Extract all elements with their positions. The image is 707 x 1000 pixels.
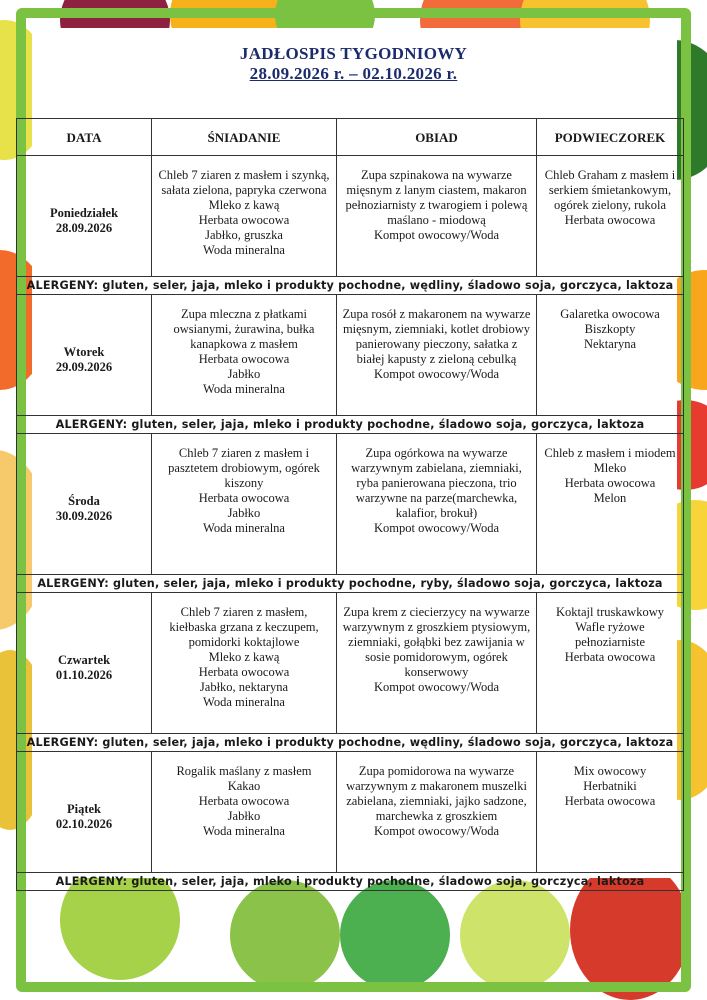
menu-line: Galaretka owocowa	[560, 307, 660, 321]
allergens-text: ALERGENY: gluten, seler, jaja, mleko i produkty pochodne, wędliny, śladowo soja, gorczyca, laktoza	[17, 734, 684, 752]
menu-line: konserwowy	[404, 665, 469, 679]
page-title: JADŁOSPIS TYGODNIOWY	[239, 44, 468, 63]
menu-line: Jabłko	[227, 367, 261, 381]
menu-line: kiełbaska grzana z keczupem,	[169, 620, 319, 634]
menu-line: Jabłko, gruszka	[205, 228, 283, 242]
snack-cell	[537, 593, 684, 734]
day-date: 30.09.2026	[55, 508, 113, 523]
menu-line: Kompot owocowy/Woda	[373, 680, 500, 694]
menu-line: Mleko z kawą	[208, 198, 280, 212]
menu-line: Chleb 7 ziaren z masłem i szynką,	[158, 168, 330, 182]
allergens-row	[17, 873, 684, 891]
table-row	[17, 752, 684, 873]
menu-line: Herbata owocowa	[564, 213, 656, 227]
column-header-snack: PODWIECZOREK	[537, 119, 684, 156]
allergens-text: ALERGENY: gluten, seler, jaja, mleko i produkty pochodne, śladowo soja, gorczyca, laktoza	[17, 873, 684, 891]
menu-line: Biszkopty	[584, 322, 636, 336]
menu-line: Wafle ryżowe	[575, 620, 645, 634]
menu-line: Rogalik maślany z masłem	[176, 764, 312, 778]
allergens-row	[17, 416, 684, 434]
lunch-cell	[337, 752, 537, 873]
allergens-row	[17, 734, 684, 752]
day-cell	[17, 434, 152, 575]
menu-line: pełnoziarnisty z twarogiem i polewą	[345, 198, 528, 212]
menu-line: pasztetem drobiowym, ogórek	[168, 461, 320, 475]
breakfast-cell	[152, 156, 337, 277]
menu-line: ryba panierowana pieczona, trio	[356, 476, 517, 490]
date-range: 28.09.2026 r. – 02.10.2026 r.	[249, 64, 458, 83]
menu-line: Jabłko, nektaryna	[199, 680, 289, 694]
day-name: Środa	[68, 493, 100, 508]
lunch-cell	[337, 593, 537, 734]
menu-line: Jabłko	[227, 506, 261, 520]
table-row	[17, 156, 684, 277]
menu-line: Kompot owocowy/Woda	[373, 824, 500, 838]
menu-line: Zupa mleczna z płatkami	[181, 307, 307, 321]
menu-line: sosie pomidorowym, ogórek	[365, 650, 508, 664]
allergens-text: ALERGENY: gluten, seler, jaja, mleko i produkty pochodne, śladowo soja, gorczyca, laktoza	[17, 416, 684, 434]
menu-line: Mleko z kawą	[208, 650, 280, 664]
menu-line: Mix owocowy	[573, 764, 647, 778]
menu-line: Kompot owocowy/Woda	[373, 521, 500, 535]
table-row	[17, 295, 684, 416]
lunch-cell	[337, 295, 537, 416]
column-header-breakfast: ŚNIADANIE	[152, 119, 337, 156]
allergens-text: ALERGENY: gluten, seler, jaja, mleko i produkty pochodne, wędliny, śladowo soja, gorczyca, laktoza	[17, 277, 684, 295]
day-date: 01.10.2026	[55, 667, 113, 682]
column-header-date: DATA	[17, 119, 152, 156]
menu-line: warzywnym z makaronem muszelki	[346, 779, 527, 793]
menu-line: sałata zielona, papryka czerwona	[161, 183, 327, 197]
menu-body	[17, 156, 684, 891]
menu-line: Herbata owocowa	[564, 794, 656, 808]
menu-line: pomidorki koktajlowe	[188, 635, 300, 649]
menu-table	[16, 118, 684, 891]
menu-line: Melon	[593, 491, 627, 505]
menu-line: Woda mineralna	[203, 243, 285, 257]
menu-line: mięsnym z lanym ciastem, makaron	[346, 183, 527, 197]
menu-line: Chleb z masłem i miodem	[544, 446, 676, 460]
snack-cell	[537, 752, 684, 873]
menu-line: Kompot owocowy/Woda	[373, 228, 500, 242]
menu-line: Chleb 7 ziaren z masłem i	[178, 446, 310, 460]
menu-line: ogórek zielony, rukola	[554, 198, 666, 212]
day-name: Czwartek	[57, 652, 111, 667]
menu-line: panierowany pieczony, sałatka z	[355, 337, 518, 351]
column-header-lunch: OBIAD	[337, 119, 537, 156]
menu-line: Kompot owocowy/Woda	[373, 367, 500, 381]
menu-line: maślano - miodową	[387, 213, 486, 227]
menu-line: kiszony	[224, 476, 264, 490]
menu-line: Chleb 7 ziaren z masłem,	[180, 605, 308, 619]
day-name: Piątek	[66, 801, 102, 816]
menu-line: Woda mineralna	[203, 382, 285, 396]
menu-line: Woda mineralna	[203, 824, 285, 838]
menu-line: Herbata owocowa	[564, 476, 656, 490]
menu-line: warzywnym zabielana, ziemniaki,	[351, 461, 522, 475]
menu-line: Nektaryna	[583, 337, 637, 351]
menu-line: owsianymi, żurawina, bułka	[173, 322, 315, 336]
menu-line: mięsnym, ziemniaki, kotlet drobiowy	[342, 322, 531, 336]
menu-line: ziemniaki, gołąbki bez zawijania w	[348, 635, 525, 649]
menu-line: Herbata owocowa	[198, 352, 290, 366]
menu-line: kanapkowa z masłem	[190, 337, 298, 351]
menu-line: Herbata owocowa	[198, 213, 290, 227]
menu-line: Herbata owocowa	[198, 665, 290, 679]
breakfast-cell	[152, 295, 337, 416]
day-cell	[17, 593, 152, 734]
menu-line: marchewka z groszkiem	[375, 809, 498, 823]
allergens-row	[17, 277, 684, 295]
menu-line: Kakao	[227, 779, 261, 793]
menu-line: Jabłko	[227, 809, 261, 823]
menu-line: Herbata owocowa	[198, 794, 290, 808]
day-cell	[17, 295, 152, 416]
menu-line: warzywne na parze(marchewka,	[355, 491, 518, 505]
day-date: 28.09.2026	[55, 220, 113, 235]
snack-cell	[537, 295, 684, 416]
menu-line: Zupa ogórkowa na wywarze	[365, 446, 508, 460]
snack-cell	[537, 434, 684, 575]
menu-line: zabielana, ziemniaki, jajko sadzone,	[346, 794, 527, 808]
header-row	[17, 119, 684, 156]
day-date: 02.10.2026	[55, 816, 113, 831]
allergens-row	[17, 575, 684, 593]
menu-line: Mleko	[593, 461, 627, 475]
menu-line: Chleb Graham z masłem i	[544, 168, 676, 182]
day-name: Poniedziałek	[49, 205, 119, 220]
menu-line: Herbata owocowa	[198, 491, 290, 505]
menu-line: Koktajl truskawkowy	[556, 605, 664, 619]
menu-line: Zupa rosół z makaronem na wywarze	[342, 307, 531, 321]
breakfast-cell	[152, 752, 337, 873]
menu-line: serkiem śmietankowym,	[548, 183, 672, 197]
menu-line: pełnoziarniste	[574, 635, 646, 649]
menu-line: warzywnym z groszkiem ptysiowym,	[342, 620, 531, 634]
menu-line: Woda mineralna	[203, 521, 285, 535]
day-cell	[17, 156, 152, 277]
lunch-cell	[337, 434, 537, 575]
menu-line: kalafior, brokuł)	[395, 506, 478, 520]
menu-line: białej kapusty z zieloną cebulką	[356, 352, 517, 366]
snack-cell	[537, 156, 684, 277]
table-row	[17, 593, 684, 734]
menu-line: Woda mineralna	[203, 695, 285, 709]
menu-line: Zupa pomidorowa na wywarze	[358, 764, 515, 778]
menu-line: Herbatniki	[583, 779, 637, 793]
allergens-text: ALERGENY: gluten, seler, jaja, mleko i produkty pochodne, ryby, śladowo soja, gorczyca, laktoza	[17, 575, 684, 593]
menu-line: Herbata owocowa	[564, 650, 656, 664]
table-row	[17, 434, 684, 575]
lunch-cell	[337, 156, 537, 277]
menu-line: Zupa szpinakowa na wywarze	[361, 168, 512, 182]
day-name: Wtorek	[63, 344, 105, 359]
day-date: 29.09.2026	[55, 359, 113, 374]
breakfast-cell	[152, 593, 337, 734]
day-cell	[17, 752, 152, 873]
menu-line: Zupa krem z ciecierzycy na wywarze	[343, 605, 530, 619]
breakfast-cell	[152, 434, 337, 575]
